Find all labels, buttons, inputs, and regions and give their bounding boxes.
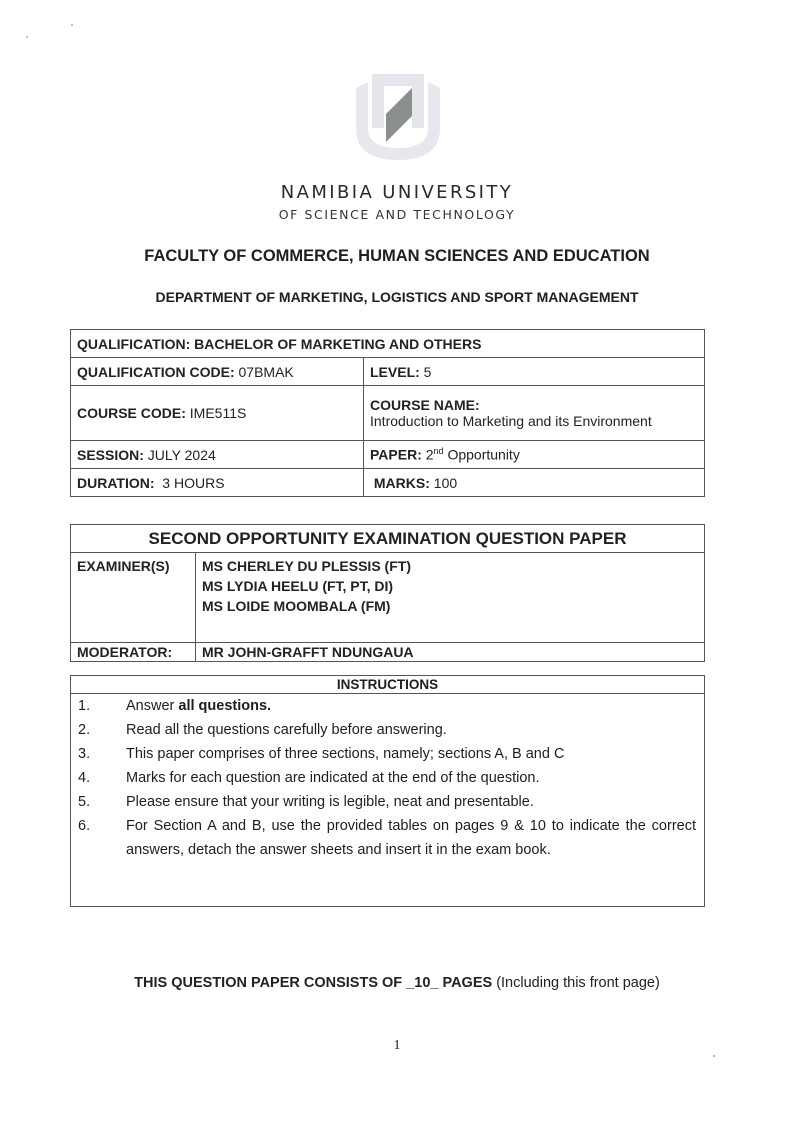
instruction-item [71,694,704,718]
session-value: JULY 2024 [147,446,216,463]
course-code-label: COURSE CODE: [77,405,186,421]
examiner-name: MS CHERLEY DU PLESSIS (FT) [202,558,411,574]
course-name-value: Introduction to Marketing and its Environment [370,413,652,429]
instruction-text: Answer [126,698,179,714]
paper-label: PAPER: [370,446,422,463]
session-label: SESSION: [77,446,144,463]
examiners-row [71,553,705,643]
duration-cell [71,469,364,497]
scan-speck [713,1055,715,1057]
course-row [71,386,705,441]
instruction-item [71,742,704,766]
course-info-table [70,329,705,497]
instruction-number: 1. [78,698,91,714]
paper-cell [364,441,705,469]
instruction-text: Read all the questions carefully before answering. [126,722,447,738]
instruction-number: 4. [78,770,91,786]
marks-value: 100 [433,474,458,491]
scan-speck [26,36,28,38]
qualification-label: QUALIFICATION: [77,335,191,352]
university-name: NAMIBIA UNIVERSITY [280,182,514,203]
qualification-code-label: QUALIFICATION CODE: [77,363,235,380]
session-row [71,441,705,469]
paper-value-number: 2 [425,446,434,463]
instruction-number: 5. [78,794,91,810]
university-subtitle: OF SCIENCE AND TECHNOLOGY [278,207,516,222]
instruction-number: 2. [78,722,91,738]
instructions-title: INSTRUCTIONS [71,676,704,694]
shield-logo-icon [352,66,444,162]
instruction-emphasis: all questions. [178,698,272,714]
course-code-cell [71,386,364,441]
course-name-label: COURSE NAME: [370,397,480,413]
marks-cell [364,469,705,497]
instruction-item [71,718,704,742]
faculty-title: FACULTY OF COMMERCE, HUMAN SCIENCES AND EDUCATION [144,247,650,265]
paper-value-text: Opportunity [447,446,520,463]
instruction-item [71,766,704,790]
page-number: 1 [393,1038,401,1053]
page-count-note [0,975,794,991]
moderator-row [71,643,705,662]
exam-title-row [71,525,705,553]
course-code-value: IME511S [189,405,247,421]
level-value: 5 [423,363,432,380]
session-cell [71,441,364,469]
paper-value-suffix: nd [433,446,444,457]
moderator-name: MR JOHN-GRAFFT NDUNGAUA [196,643,705,662]
department-title: DEPARTMENT OF MARKETING, LOGISTICS AND SPORT MANAGEMENT [155,289,639,305]
examiners-list [196,553,705,643]
marks-label: MARKS: [373,474,430,491]
qualification-code-cell [71,358,364,386]
instruction-text: Please ensure that your writing is legible, neat and presentable. [126,794,534,810]
qualification-code-value: 07BMAK [238,363,294,380]
level-label: LEVEL: [370,363,420,380]
duration-value: 3 HOURS [162,474,225,491]
instruction-text: Marks for each question are indicated at the end of the question. [126,770,540,786]
scan-speck [71,24,73,26]
exam-info-table [70,524,705,662]
instruction-text: For Section A and B, use the provided tables on pages 9 & 10 to indicate the correct answers, detach the answer sheets and insert it in the exam book. [126,818,696,858]
instruction-text: This paper comprises of three sections, namely; sections A, B and C [126,746,565,762]
moderator-label: MODERATOR: [71,643,196,662]
duration-row [71,469,705,497]
instructions-box [70,675,705,907]
page-count-note-text: (Including this front page) [496,975,660,991]
examiners-label: EXAMINER(S) [71,553,196,643]
page-count-text: THIS QUESTION PAPER CONSISTS OF _10_ PAGES [134,975,493,991]
exam-title: SECOND OPPORTUNITY EXAMINATION QUESTION PAPER [71,525,705,553]
instruction-number: 6. [78,818,91,834]
qualification-row [71,330,705,358]
duration-label: DURATION: [77,474,155,491]
qualification-cell [71,330,705,358]
instruction-item [71,814,704,862]
course-name-cell [364,386,705,441]
instruction-item [71,790,704,814]
level-cell [364,358,705,386]
qualification-code-row [71,358,705,386]
examiner-name: MS LYDIA HEELU (FT, PT, DI) [202,578,394,594]
examiner-name: MS LOIDE MOOMBALA (FM) [202,598,391,614]
instruction-number: 3. [78,746,91,762]
qualification-value: BACHELOR OF MARKETING AND OTHERS [194,335,482,352]
university-logo [352,66,444,162]
